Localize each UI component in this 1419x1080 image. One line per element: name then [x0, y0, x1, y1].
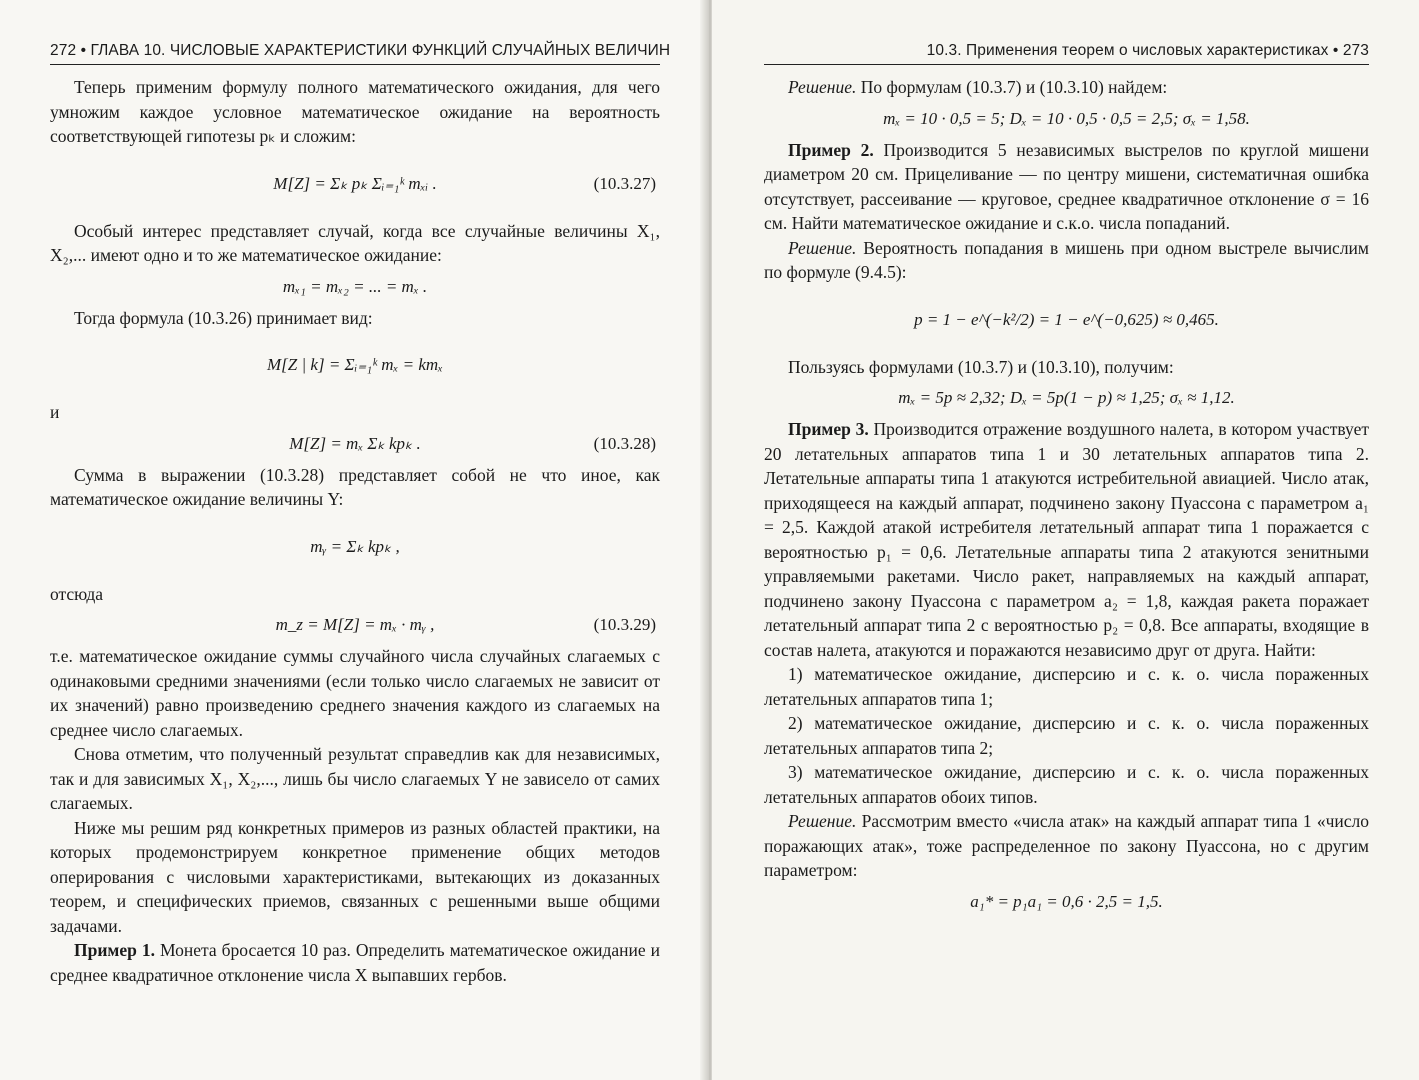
equation-10-3-28 — [50, 432, 660, 456]
example-text: Монета бросается 10 раз. Определить математическое ожидание и среднее квадратичное отклонение числа X выпавших гербов. — [50, 940, 660, 985]
paragraph: Теперь применим формулу полного математического ожидания, для чего умножим каждое условное математическое ожидание на вероятность соответствующей гипотезы pₖ и сложим: — [50, 77, 660, 146]
right-page — [712, 0, 1419, 1080]
equation-number: (10.3.29) — [593, 615, 656, 634]
running-head-left: 272 • ГЛАВА 10. ЧИСЛОВЫЕ ХАРАКТЕРИСТИКИ ФУНКЦИЙ СЛУЧАЙНЫХ ВЕЛИЧИН — [50, 42, 660, 65]
paragraph: Сумма в выражении (10.3.28) представляет собой не что иное, как математическое ожидание величины Y: — [50, 464, 660, 509]
equation-solution-2 — [764, 386, 1369, 410]
solution-text: По формулам (10.3.7) и (10.3.10) найдем: — [860, 77, 1168, 97]
equation-number: (10.3.28) — [593, 433, 656, 453]
equation-body: p = 1 − e^(−k²/2) = 1 − e^(−0,625) ≈ 0,465. — [914, 309, 1219, 329]
equation-number: (10.3.27) — [593, 173, 656, 193]
equation-my — [50, 519, 660, 575]
left-page — [0, 0, 706, 1080]
equation-conditional — [50, 337, 660, 393]
equation-body: mₓ₁ = mₓ₂ = ... = mₓ . — [282, 276, 428, 296]
equation-solution-1 — [764, 107, 1369, 131]
solution-2 — [764, 236, 1369, 285]
example-label: Пример 1. — [74, 940, 155, 960]
equation-a1-star — [764, 890, 1369, 914]
paragraph: Пользуясь формулами (10.3.7) и (10.3.10), получим: — [788, 356, 1174, 377]
example-text: Производится 5 независимых выстрелов по круглой мишени диаметром 20 см. Прицеливание — по центру мишени, систематичная ошибка отсутствует, рассеивание — круговое, среднее квадратичное отклонение σ = 16 см. Найти математическое ожидание и с.к.о. числа попаданий. — [764, 139, 1369, 233]
example-label: Пример 2. — [788, 139, 874, 160]
example-1 — [50, 938, 660, 987]
example-label: Пример 3. — [788, 419, 869, 439]
equation-10-3-29 — [50, 613, 660, 637]
equation-body: mᵧ = Σₖ kpₖ , — [310, 536, 400, 556]
running-head-right: 10.3. Применения теорем о числовых характеристиках • 273 — [764, 42, 1369, 65]
list-item: 2) математическое ожидание, дисперсию и с. к. о. числа пораженных летательных аппаратов типа 2; — [764, 713, 1369, 758]
solution-label: Решение. — [788, 237, 857, 258]
example-text: Производится отражение воздушного налета, в котором участвует 20 летательных аппаратов типа 1 и 30 летательных аппаратов типа 2. Летательные аппараты типа 1 атакуются истребительной авиацией. Число атак, приходящееся на каждый аппарат, подчинено закону Пуассона с параметром a₁ = 2,5. Каждой атакой истребителя летательный аппарат типа 1 поражается с вероятностью p₁ = 0,6. Летательные аппараты типа 2 атакуются зенитными управляемыми ракетами. Число ракет, направляемых на каждый аппарат, подчинено закону Пуассона с параметром a₂ = 1,8, каждая ракета поражает летательный аппарат типа 2 с вероятностью p₂ = 0,8. Все аппараты, входящие в состав налета, атакуются и поражаются независимо друг от друга. Найти: — [764, 419, 1369, 660]
equation-body: M[Z] = Σₖ pₖ Σᵢ₌₁ᵏ mₓᵢ . — [273, 173, 437, 193]
solution-text: Вероятность попадания в мишень при одном выстреле вычислим по формуле (9.4.5): — [764, 237, 1369, 282]
equation-body: M[Z | k] = Σᵢ₌₁ᵏ mₓ = kmₓ — [267, 355, 443, 374]
solution-label: Решение. — [788, 811, 857, 831]
solution-1 — [764, 75, 1369, 100]
equation-body: mₓ = 5p ≈ 2,32; Dₓ = 5p(1 − p) ≈ 1,25; σₓ ≈ 1,12. — [898, 388, 1235, 407]
paragraph: Снова отметим, что полученный результат справедлив как для независимых, так и для зависимых X₁, X₂,..., лишь бы число слагаемых Y не зависело от самих слагаемых. — [50, 744, 660, 813]
paragraph: Особый интерес представляет случай, когда все случайные величины X₁, X₂,... имеют одно и то же математическое ожидание: — [50, 220, 660, 265]
equation-body: a₁* = p₁a₁ = 0,6 · 2,5 = 1,5. — [970, 891, 1163, 911]
equation-equal-means — [50, 275, 660, 299]
conjunction: и — [50, 402, 60, 422]
equation-body: M[Z] = mₓ Σₖ kpₖ . — [289, 433, 421, 453]
equation-probability — [764, 292, 1369, 348]
paragraph: Ниже мы решим ряд конкретных примеров из разных областей практики, на которых продемонстрируем конкретное применение общих методов оперирования с числовыми характеристиками, вытекающих из доказанных теорем, и специфических приемов, связанных с решенными выше общими задачами. — [50, 817, 660, 936]
paragraph: т.е. математическое ожидание суммы случайного числа случайных слагаемых с одинаковыми средними значениями (если только число слагаемых не зависит от их значений) равно произведению среднего значения каждого из слагаемых на среднее число слагаемых. — [50, 646, 660, 740]
solution-text: Рассмотрим вместо «числа атак» на каждый аппарат типа 1 «число поражающих атак», тоже распределенное по закону Пуассона, но с другим параметром: — [764, 811, 1369, 880]
solution-label: Решение. — [788, 77, 857, 97]
example-2 — [764, 138, 1369, 236]
paragraph: Тогда формула (10.3.26) принимает вид: — [74, 307, 373, 328]
list-item: 3) математическое ожидание, дисперсию и с. к. о. числа пораженных летательных аппаратов обоих типов. — [764, 762, 1369, 807]
equation-body: mₓ = 10 · 0,5 = 5; Dₓ = 10 · 0,5 · 0,5 = 2,5; σₓ = 1,58. — [883, 108, 1250, 128]
solution-3 — [764, 809, 1369, 883]
equation-10-3-27 — [50, 156, 660, 212]
example-3 — [764, 417, 1369, 662]
word-hence: отсюда — [50, 583, 104, 604]
list-item: 1) математическое ожидание, дисперсию и с. к. о. числа пораженных летательных аппаратов типа 1; — [764, 664, 1369, 709]
equation-body: m_z = M[Z] = mₓ · mᵧ , — [275, 615, 435, 634]
